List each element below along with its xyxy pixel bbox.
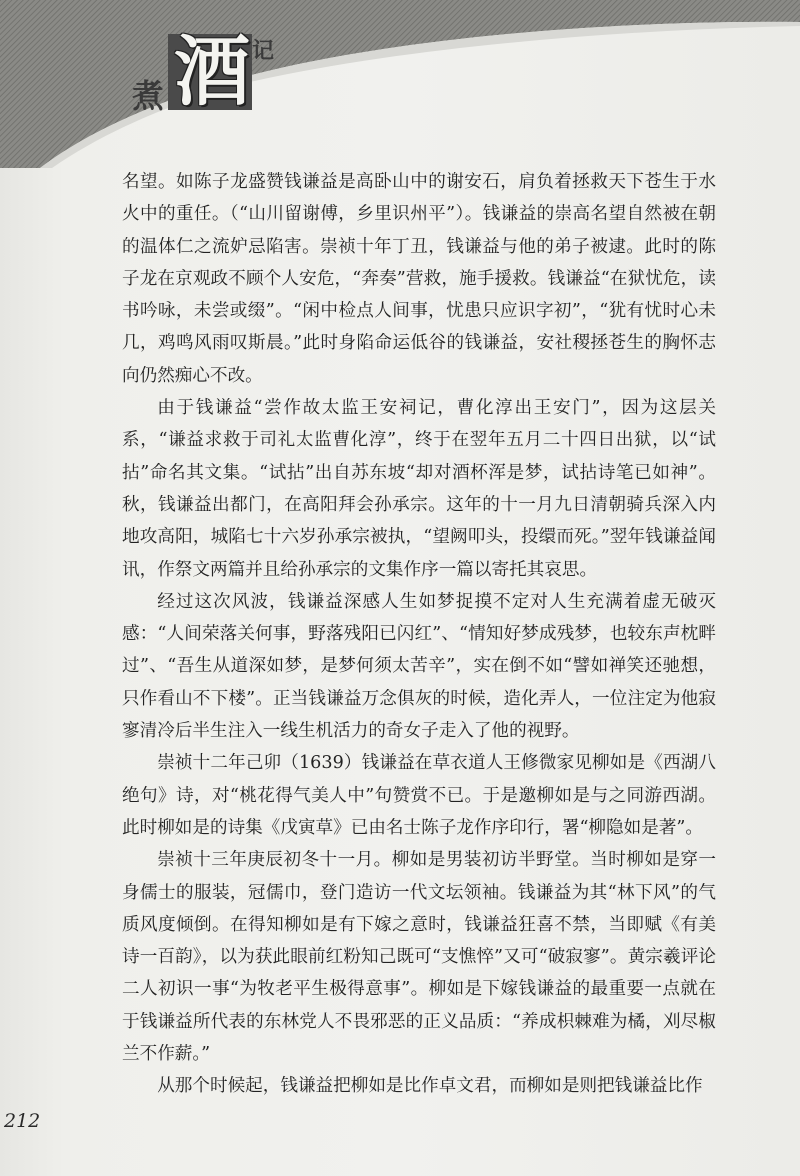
header-decoration	[0, 0, 800, 170]
logo-character-jiu: 酒	[174, 27, 250, 116]
paragraph-1: 名望。如陈子龙盛赞钱谦益是高卧山中的谢安石，肩负着拯救天下苍生于水火中的重任。（“山川留谢傅，乡里识州平”）。钱谦益的崇高名望自然被在朝的温体仁之流妒忌陷害。崇祯十年丁丑，钱谦益与他的弟子被逮。此时的陈子龙在京观政不顾个人安危，“奔奏”营救，施手援救。钱谦益“在狱忧危，读书吟咏，未尝或缀”。“闲中检点人间事，忧患只应识字初”，“犹有忧时心未几，鸡鸣风雨叹斯晨。”此时身陷命运低谷的钱谦益，安社稷拯苍生的胸怀志向仍然痴心不改。	[122, 172, 716, 386]
logo-character-zhu: 煮	[132, 77, 165, 115]
paragraph-4: 崇祯十二年己卯（1639）钱谦益在草衣道人王修微家见柳如是《西湖八绝句》诗，对“桃花得气美人中”句赞赏不已。于是邀柳如是与之同游西湖。此时柳如是的诗集《戊寅草》已由名士陈子龙作序印行，署“柳隐如是著”。	[122, 753, 716, 838]
page-number: 212	[4, 1110, 41, 1132]
paragraph-3: 经过这次风波，钱谦益深感人生如梦捉摸不定对人生充满着虚无破灭感：“人间荣落关何事，野落残阳已闪红”、“情知好梦成残梦，也较东声枕畔过”、“吾生从道深如梦，是梦何须太苦辛”，实在倒不如“譬如禅笑还驰想，只作看山不下楼”。正当钱谦益万念俱灰的时候，造化弄人，一位注定为他寂寥清冷后半生注入一线生机活力的奇女子走入了他的视野。	[122, 591, 716, 742]
paragraph-5: 崇祯十三年庚辰初冬十一月。柳如是男装初访半野堂。当时柳如是穿一身儒士的服装，冠儒巾，登门造访一代文坛领袖。钱谦益为其“林下风”的气质风度倾倒。在得知柳如是有下嫁之意时，钱谦益狂喜不禁，当即赋《有美诗一百韵》，以为获此眼前红粉知己既可“支憔悴”又可“破寂寥”。黄宗羲评论二人初识一事“为牧老平生极得意事”。柳如是下嫁钱谦益的最重要一点就在于钱谦益所代表的东林党人不畏邪恶的正义品质：“养成枳棘难为橘，刈尽椒兰不作薪。”	[122, 850, 716, 1065]
paragraph-6: 从那个时候起，钱谦益把柳如是比作卓文君，而柳如是则把钱谦益比作	[157, 1076, 703, 1097]
paragraph-2: 由于钱谦益“尝作故太监王安祠记，曹化淳出王安门”，因为这层关系，“谦益求救于司礼太监曹化淳”，终于在翌年五月二十四日出狱，以“试拈”命名其文集。“试拈”出自苏东坡“却对酒杯浑是梦，试拈诗笔已如神”。秋，钱谦益出都门，在高阳拜会孙承宗。这年的十一月九日清朝骑兵深入内地攻高阳，城陷七十六岁孙承宗被执，“望阙叩头，投缳而死。”翌年钱谦益闻讯，作祭文两篇并且给孙承宗的文集作序一篇以寄托其哀思。	[122, 398, 716, 580]
logo-character-ji: 记	[252, 38, 275, 64]
body-text	[122, 166, 716, 1103]
